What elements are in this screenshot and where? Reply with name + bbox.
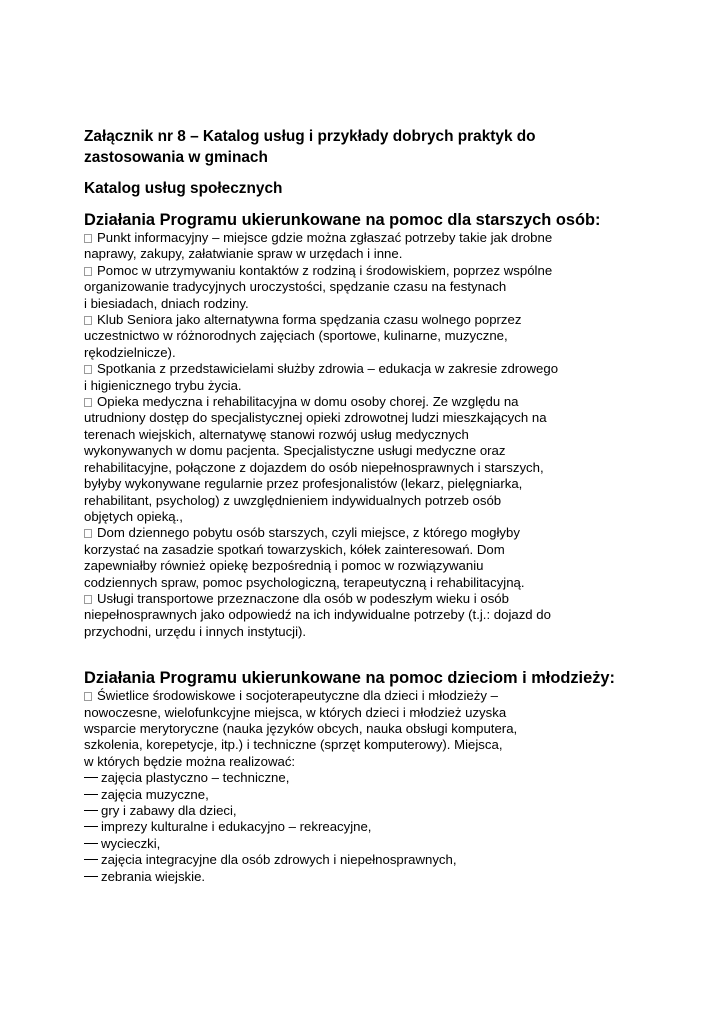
activity-item	[84, 770, 644, 786]
list-item-first-line	[84, 525, 644, 541]
bullet-icon	[84, 234, 92, 243]
activity-item	[84, 836, 644, 852]
list-item-text: Punkt informacyjny – miejsce gdzie można zgłaszać potrzeby takie jak drobne	[97, 230, 553, 245]
list-item-continuation: rehabilitacyjne, połączone z dojazdem do osób niepełnosprawnych i starszych,	[84, 459, 544, 475]
list-item-text: Pomoc w utrzymywaniu kontaktów z rodziną i środowiskiem, poprzez wspólne	[97, 262, 553, 278]
youth-intro-line: szkolenia, korepetycje, itp.) i techniczne (sprzęt komputerowy). Miejsca,	[84, 737, 503, 753]
list-item-continuation: codziennych spraw, pomoc psychologiczną, terapeutyczną i rehabilitacyjną.	[84, 574, 525, 590]
list-item-continuation: przychodni, urzędu i innych instytucji).	[84, 623, 307, 639]
bullet-icon	[84, 529, 92, 538]
youth-intro-first-line: Świetlice środowiskowe i socjoterapeutyczne dla dzieci i młodzieży –	[84, 688, 644, 704]
youth-intro-rest	[84, 705, 644, 771]
list-item	[84, 312, 644, 361]
seniors-services-list	[84, 230, 644, 640]
dash-icon	[84, 777, 98, 778]
activity-item	[84, 819, 644, 835]
bullet-icon	[84, 595, 92, 604]
dash-icon	[84, 876, 98, 877]
activity-item	[84, 852, 644, 868]
section-seniors-heading: Działania Programu ukierunkowane na pomoc dla starszych osób:	[84, 211, 601, 229]
youth-intro-line: nowoczesne, wielofunkcyjne miejsca, w których dzieci i młodzież uzyska	[84, 704, 507, 720]
list-item-continuation: uczestnictwo w różnorodnych zajęciach (sportowe, kulinarne, muzyczne,	[84, 328, 508, 344]
list-item-text: Klub Seniora jako alternatywna forma spędzania czasu wolnego poprzez	[97, 312, 522, 328]
list-item	[84, 263, 644, 312]
list-item-continuation: i higienicznego trybu życia.	[84, 377, 242, 393]
list-item-first-line	[84, 230, 644, 246]
bullet-icon	[84, 316, 92, 325]
list-item-continuation: rękodzielnicze).	[84, 344, 176, 360]
list-item-continuation: i biesiadach, dniach rodziny.	[84, 295, 249, 311]
list-item-text: Dom dziennego pobytu osób starszych, czyli miejsce, z którego mogłyby	[97, 525, 520, 541]
list-item-continuation: objętych opieką.,	[84, 508, 183, 524]
list-item	[84, 230, 644, 263]
list-item-continuation: terenach wiejskich, alternatywę stanowi rozwój usług medycznych	[84, 426, 469, 442]
activity-item	[84, 869, 644, 885]
catalog-heading: Katalog usług społecznych	[84, 180, 283, 197]
activity-item-text: wycieczki,	[101, 835, 161, 851]
list-item-continuation: rehabilitant, psycholog) z uwzględnieniem indywidualnych potrzeb osób	[84, 492, 502, 508]
activity-item	[84, 803, 644, 819]
document-title	[84, 126, 644, 168]
bullet-icon	[84, 692, 92, 701]
list-item-first-line	[84, 394, 644, 410]
list-item-text: Usługi transportowe przeznaczone dla osób w podeszłym wieku i osób	[97, 590, 509, 606]
list-item-continuation: korzystać na zasadzie spotkań towarzyskich, kółek zainteresowań. Dom	[84, 541, 505, 557]
list-item-continuation: organizowanie tradycyjnych uroczystości, spędzanie czasu na festynach	[84, 279, 507, 295]
activity-item-text: imprezy kulturalne i edukacyjno – rekreacyjne,	[101, 819, 372, 835]
dash-icon	[84, 810, 98, 811]
bullet-icon	[84, 267, 92, 276]
activity-item-text: zebrania wiejskie.	[101, 868, 206, 884]
list-item-continuation: wykonywanych w domu pacjenta. Specjalistyczne usługi medyczne oraz	[84, 443, 506, 459]
list-item-text: Spotkania z przedstawicielami służby zdrowia – edukacja w zakresie zdrowego	[97, 361, 559, 377]
list-item-continuation: niepełnosprawnych jako odpowiedź na ich indywidualne potrzeby (t.j.: dojazd do	[84, 607, 551, 623]
list-item-first-line	[84, 591, 644, 607]
title-line-1: Załącznik nr 8 – Katalog usług i przykłady dobrych praktyk do	[84, 128, 536, 145]
list-item-text: Opieka medyczna i rehabilitacyjna w domu osoby chorej. Ze względu na	[97, 394, 519, 410]
list-item-continuation: utrudniony dostęp do specjalistycznej opieki zdrowotnej ludzi mieszkających na	[84, 410, 547, 426]
list-item	[84, 525, 644, 591]
bullet-icon	[84, 365, 92, 374]
activity-item-text: zajęcia integracyjne dla osób zdrowych i niepełnosprawnych,	[101, 852, 457, 868]
youth-intro-line: w których będzie można realizować:	[84, 753, 296, 769]
activity-item-text: zajęcia muzyczne,	[101, 786, 209, 802]
section-youth-heading: Działania Programu ukierunkowane na pomoc dzieciom i młodzieży:	[84, 669, 615, 688]
dash-icon	[84, 859, 98, 860]
youth-activities-list	[84, 770, 644, 885]
list-item-first-line	[84, 361, 644, 377]
dash-icon	[84, 843, 98, 844]
list-item-first-line	[84, 263, 644, 279]
youth-intro-line: wsparcie merytoryczne (nauka języków obcych, nauka obsługi komputera,	[84, 720, 518, 736]
list-item-continuation: byłyby wykonywane regularnie przez profesjonalistów (lekarz, pielęgniarka,	[84, 476, 523, 492]
dash-icon	[84, 794, 98, 795]
dash-icon	[84, 826, 98, 827]
activity-item	[84, 787, 644, 803]
document-page	[84, 126, 644, 885]
bullet-icon	[84, 398, 92, 407]
list-item	[84, 394, 644, 525]
list-item-first-line	[84, 312, 644, 328]
activity-item-text: gry i zabawy dla dzieci,	[101, 803, 237, 818]
activity-item-text: zajęcia plastyczno – techniczne,	[101, 770, 290, 786]
list-item	[84, 361, 644, 394]
title-line-2: zastosowania w gminach	[84, 149, 268, 166]
list-item	[84, 591, 644, 640]
list-item-continuation: naprawy, zakupy, załatwianie spraw w urzędach i inne.	[84, 246, 403, 262]
list-item-continuation: zapewniałby również opiekę bezpośrednią i pomoc w rozwiązywaniu	[84, 558, 484, 574]
youth-intro-paragraph	[84, 688, 644, 770]
